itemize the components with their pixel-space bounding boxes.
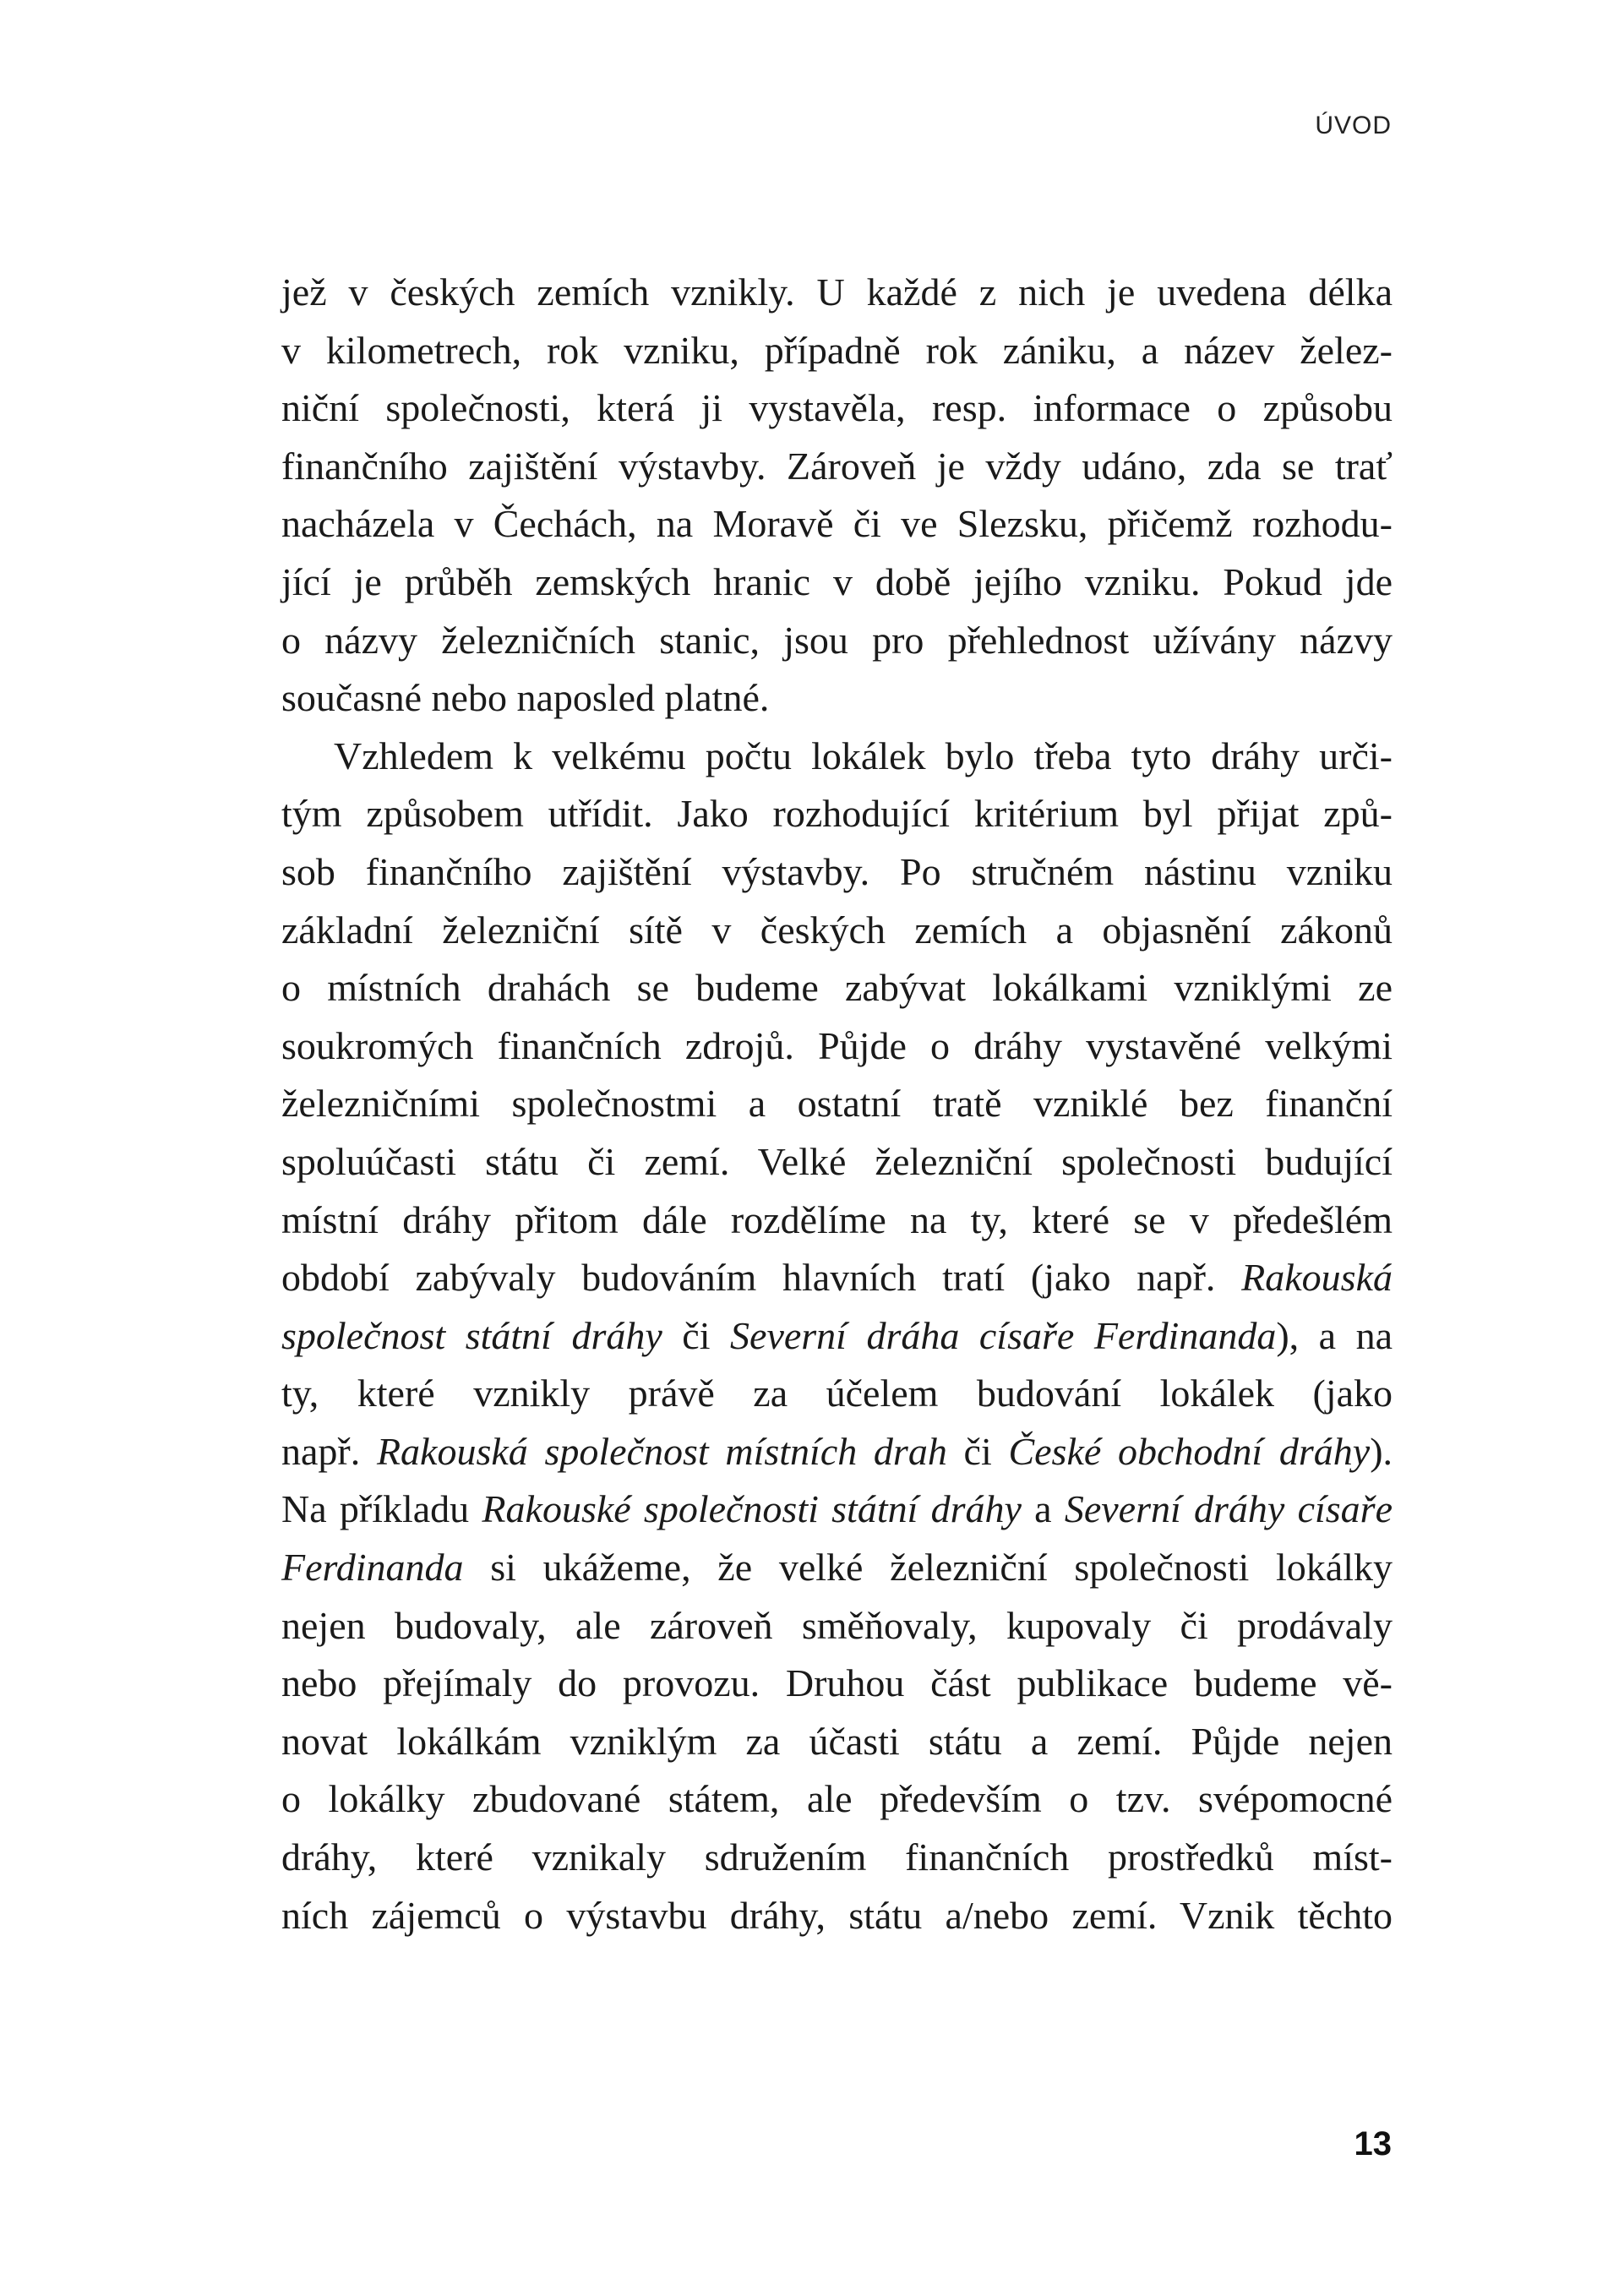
italic-title: Rakouská společnost místních drah (376, 1429, 947, 1473)
italic-title: České obchodní dráhy (1008, 1429, 1371, 1473)
text-line: nejen budovaly, ale zároveň směňovaly, kupovaly či prodávaly (281, 1603, 1393, 1647)
text-run: období zabývaly budováním hlavních tratí (jako např. (281, 1256, 1242, 1300)
text-line: nacházela v Čechách, na Moravě či ve Slezsku, přičemž rozhodu- (281, 502, 1393, 546)
paragraph-1 (281, 264, 1393, 728)
text-line: niční společnosti, která ji vystavěla, resp. informace o způsobu (281, 386, 1393, 430)
text-line: jící je průběh zemských hranic v době jejího vzniku. Pokud jde (281, 559, 1393, 603)
text-line: o názvy železničních stanic, jsou pro přehlednost užívány názvy (281, 618, 1393, 662)
italic-title: Severní dráha císaře Ferdinanda (730, 1313, 1277, 1357)
text-line: současné nebo naposled platné. (281, 676, 770, 720)
text-line: sob finančního zajištění výstavby. Po stručném nástinu vzniku (281, 849, 1393, 893)
text-line: základní železniční sítě v českých zemích a objasnění zákonů (281, 908, 1393, 952)
text-line: nebo přejímaly do provozu. Druhou část publikace budeme vě- (281, 1661, 1393, 1705)
text-line (281, 1307, 1393, 1366)
text-line: v kilometrech, rok vzniku, případně rok zániku, a název želez- (281, 328, 1393, 372)
text-line: spoluúčasti státu či zemí. Velké železniční společnosti budující (281, 1139, 1393, 1183)
text-line: soukromých finančních zdrojů. Půjde o dráhy vystavěné velkými (281, 1023, 1393, 1067)
text-run: a (1021, 1487, 1065, 1531)
text-line: jež v českých zemích vznikly. U každé z nich je uvedena délka (281, 270, 1393, 314)
italic-title: Rakouské společnosti státní dráhy (482, 1487, 1022, 1531)
text-line: finančního zajištění výstavby. Zároveň je vždy udáno, zda se trať (281, 444, 1393, 488)
text-line: místní dráhy přitom dále rozdělíme na ty, které se v předešlém (281, 1197, 1393, 1241)
text-line: ty, které vznikly právě za účelem budování lokálek (jako (281, 1372, 1393, 1415)
text-line (281, 1481, 1393, 1539)
text-line: novat lokálkám vzniklým za účasti státu a zemí. Půjde nejen (281, 1719, 1393, 1763)
text-line (281, 1539, 1393, 1597)
text-run: či (662, 1313, 731, 1357)
italic-title: společnost státní dráhy (281, 1313, 662, 1357)
text-line: ních zájemců o výstavbu dráhy, státu a/nebo zemí. Vznik těchto (281, 1893, 1393, 1937)
text-run: ), a na (1276, 1313, 1393, 1357)
italic-title: Rakouská (1241, 1256, 1393, 1300)
text-run: např. (281, 1429, 377, 1473)
text-line: Vzhledem k velkému počtu lokálek bylo třeba tyto dráhy urči- (334, 734, 1393, 777)
paragraph-2 (281, 728, 1393, 1944)
text-run: si ukážeme, že velké železniční společnosti lokálky (463, 1546, 1393, 1590)
italic-title: Severní dráhy císaře (1064, 1487, 1393, 1531)
text-line: o místních drahách se budeme zabývat lokálkami vzniklými ze (281, 966, 1393, 1010)
text-run: ). (1370, 1429, 1393, 1473)
page-number: 13 (1354, 2125, 1392, 2162)
text-run: či (946, 1429, 1009, 1473)
italic-title: Ferdinanda (281, 1546, 464, 1590)
text-line (281, 1249, 1393, 1307)
text-line: o lokálky zbudované státem, ale především o tzv. svépomocné (281, 1777, 1393, 1821)
body-text (281, 264, 1393, 1944)
text-line: železničními společnostmi a ostatní tratě vzniklé bez finanční (281, 1082, 1393, 1126)
text-line: dráhy, které vznikaly sdružením finančních prostředků míst- (281, 1835, 1393, 1879)
text-run: Na příkladu (281, 1487, 482, 1531)
text-line: tým způsobem utřídit. Jako rozhodující kritérium byl přijat způ- (281, 792, 1393, 836)
text-line (281, 1423, 1393, 1481)
running-head: ÚVOD (1315, 112, 1392, 139)
